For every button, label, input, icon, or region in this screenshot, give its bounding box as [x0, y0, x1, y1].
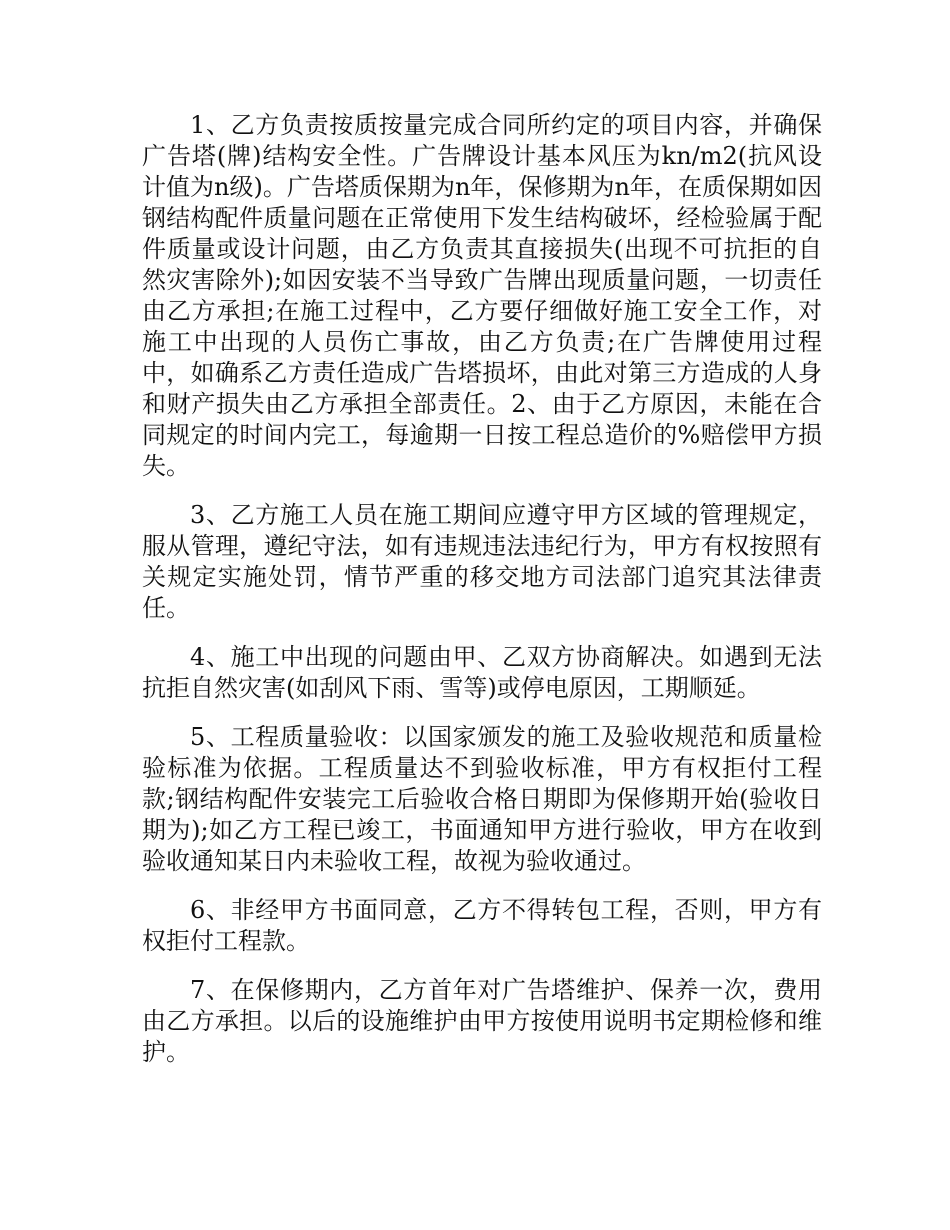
clause-paragraph-1: 1、乙方负责按质按量完成合同所约定的项目内容，并确保广告塔(牌)结构安全性。广告牌设计基本风压为kn/m2(抗风设计值为n级)。广告塔质保期为n年，保修期为n年，在质保期如因钢结构配件质量问题在正常使用下发生结构破坏，经检验属于配件质量或设计问题，由乙方负责其直接损失(出现不可抗拒的自然灾害除外);如因安装不当导致广告牌出现质量问题，一切责任由乙方承担;在施工过程中，乙方要仔细做好施工安全工作，对施工中出现的人员伤亡事故，由乙方负责;在广告牌使用过程中，如确系乙方责任造成广告塔损坏，由此对第三方造成的人身和财产损失由乙方承担全部责任。2、由于乙方原因，未能在合同规定的时间内完工，每逾期一日按工程总造价的%赔偿甲方损失。: [142, 111, 822, 480]
clause-paragraph-5: 5、工程质量验收：以国家颁发的施工及验收规范和质量检验标准为依据。工程质量达不到验收标准，甲方有权拒付工程款;钢结构配件安装完工后验收合格日期即为保修期开始(验收日期为);如乙方工程已竣工，书面通知甲方进行验收，甲方在收到验收通知某日内未验收工程，故视为验收通过。: [142, 723, 822, 875]
clause-paragraph-4: 4、施工中出现的问题由甲、乙双方协商解决。如遇到无法抗拒自然灾害(如刮风下雨、雪等)或停电原因，工期顺延。: [142, 643, 822, 702]
clause-paragraph-6: 6、非经甲方书面同意，乙方不得转包工程，否则，甲方有权拒付工程款。: [142, 896, 822, 955]
clause-paragraph-7: 7、在保修期内，乙方首年对广告塔维护、保养一次，费用由乙方承担。以后的设施维护由甲方按使用说明书定期检修和维护。: [142, 976, 822, 1066]
clause-paragraph-3: 3、乙方施工人员在施工期间应遵守甲方区域的管理规定，服从管理，遵纪守法，如有违规违法违纪行为，甲方有权按照有关规定实施处罚，情节严重的移交地方司法部门追究其法律责任。: [142, 501, 822, 622]
document-page: [142, 110, 822, 1086]
